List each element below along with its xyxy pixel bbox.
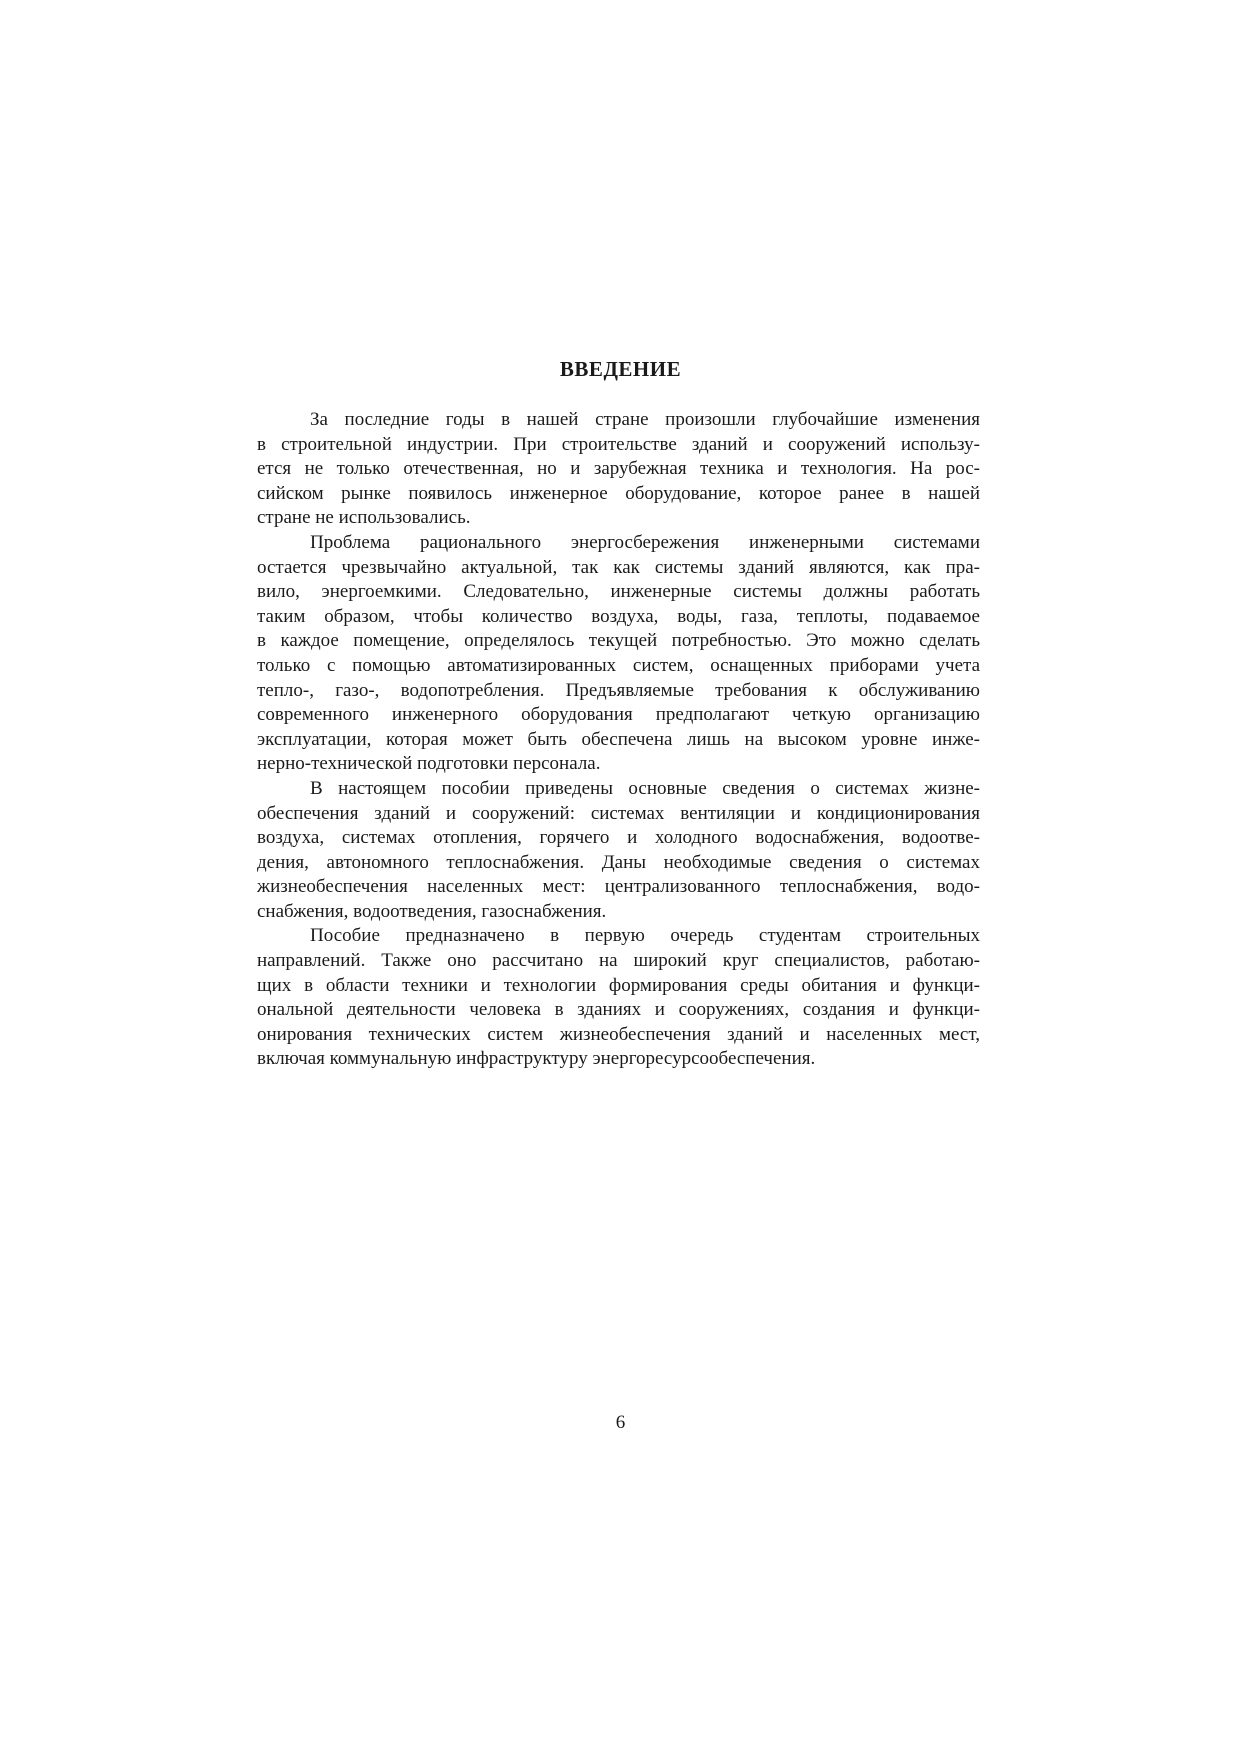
text-line: стране не использовались.: [257, 507, 471, 529]
text-line: в каждое помещение, определялось текущей потребностью. Это можно сделать: [257, 630, 980, 652]
page-number: 6: [615, 1412, 626, 1433]
text-line: жизнеобеспечения населенных мест: централизованного теплоснабжения, водо-: [257, 876, 980, 898]
text-line: современного инженерного оборудования предполагают четкую организацию: [257, 704, 980, 726]
paragraph: [257, 531, 980, 777]
text-line: таким образом, чтобы количество воздуха, воды, газа, теплоты, подаваемое: [257, 605, 980, 627]
introduction-body: [257, 408, 980, 1072]
text-line: Пособие предназначено в первую очередь студентам строительных: [310, 925, 980, 947]
paragraph: [257, 408, 980, 531]
text-line: снабжения, водоотведения, газоснабжения.: [257, 900, 607, 922]
text-line: направлений. Также оно рассчитано на широкий круг специалистов, работаю-: [257, 950, 980, 972]
text-line: эксплуатации, которая может быть обеспечена лишь на высоком уровне инже-: [257, 728, 980, 750]
text-line: включая коммунальную инфраструктуру энергоресурсообеспечения.: [257, 1048, 816, 1070]
paragraph: [257, 924, 980, 1072]
text-line: тепло-, газо-, водопотребления. Предъявляемые требования к обслуживанию: [257, 679, 980, 701]
text-line: За последние годы в нашей стране произошли глубочайшие изменения: [310, 409, 980, 430]
text-line: ональной деятельности человека в зданиях и сооружениях, создания и функци-: [257, 999, 980, 1021]
text-line: В настоящем пособии приведены основные сведения о системах жизне-: [310, 777, 980, 799]
text-line: ется не только отечественная, но и зарубежная техника и технология. На рос-: [257, 458, 980, 480]
text-line: щих в области техники и технологии формирования среды обитания и функци-: [257, 974, 980, 996]
text-line: сийском рынке появилось инженерное оборудование, которое ранее в нашей: [257, 482, 980, 504]
text-line: только с помощью автоматизированных систем, оснащенных приборами учета: [257, 654, 980, 676]
text-line: остается чрезвычайно актуальной, так как системы зданий являются, как пра-: [257, 556, 980, 578]
page-title: ВВЕДЕНИЕ: [559, 357, 682, 381]
text-line: дения, автономного теплоснабжения. Даны необходимые сведения о системах: [257, 851, 980, 873]
text-line: онирования технических систем жизнеобеспечения зданий и населенных мест,: [257, 1023, 980, 1045]
text-line: вило, энергоемкими. Следовательно, инженерные системы должны работать: [257, 581, 980, 603]
text-line: в строительной индустрии. При строительстве зданий и сооружений использу-: [257, 433, 980, 455]
text-line: воздуха, системах отопления, горячего и холодного водоснабжения, водоотве-: [257, 827, 980, 849]
text-line: обеспечения зданий и сооружений: системах вентиляции и кондиционирования: [257, 802, 980, 824]
paragraph: [257, 777, 980, 925]
text-line: нерно-технической подготовки персонала.: [257, 753, 601, 775]
text-line: Проблема рационального энергосбережения инженерными системами: [310, 531, 980, 553]
